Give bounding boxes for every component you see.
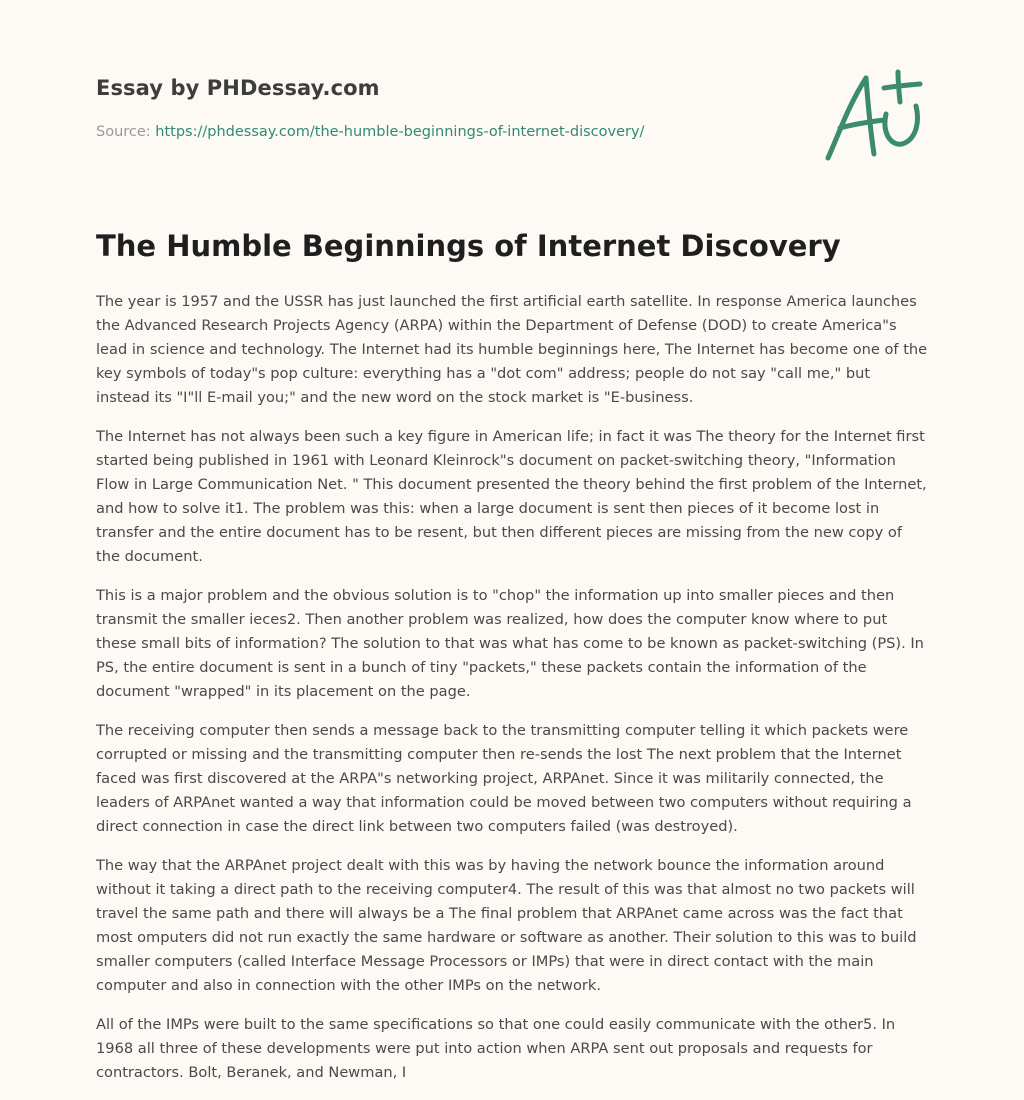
source-link[interactable]: https://phdessay.com/the-humble-beginnings-of-internet-discovery/ [155, 124, 645, 140]
essay-body [96, 290, 928, 1085]
essay-title: The Humble Beginnings of Internet Discovery [96, 229, 841, 263]
header [96, 0, 928, 200]
essay-paragraph: This is a major problem and the obvious solution is to "chop" the information up into smaller pieces and then transmit the smaller ieces2. Then another problem was realized, how does the computer know where to put these small bits of information? The solution to that was what has come to be known as packet-switching (PS). In PS, the entire document is sent in a bunch of tiny "packets," these packets contain the information of the document "wrapped" in its placement on the page. [96, 587, 924, 701]
essay-paragraph: The way that the ARPAnet project dealt with this was by having the network bounce the information around without it taking a direct path to the receiving computer4. The result of this was that almost no two packets will travel the same path and there will always be a The final problem that ARPAnet came across was the fact that most omputers did not run exactly the same hardware or software as another. Their solution to this was to build smaller computers (called Interface Message Processors or IMPs) that were in direct contact with the main computer and also in connection with the other IMPs on the network. [96, 857, 917, 995]
essay-paragraph: The year is 1957 and the USSR has just launched the first artificial earth satellite. In response America launches the Advanced Research Projects Agency (ARPA) within the Department of Defense (DOD) to create America"s lead in science and technology. The Internet had its humble beginnings here, The Internet has become one of the key symbols of today"s pop culture: everything has a "dot com" address; people do not say "call me," but instead its "I"ll E-mail you;" and the new word on the stock market is "E-business. [96, 293, 928, 407]
source-line [96, 124, 644, 140]
a-plus-logo-icon [820, 66, 930, 166]
essay-paragraph: All of the IMPs were built to the same specifications so that one could easily communicate with the other5. In 1968 all three of these developments were put into action when ARPA sent out proposals and requests for contractors. Bolt, Beranek, and Newman, I [96, 1016, 896, 1082]
source-label: Source: [96, 124, 151, 140]
essay-paragraph: The receiving computer then sends a message back to the transmitting computer telling it which packets were corrupted or missing and the transmitting computer then re-sends the lost The next problem that the Internet faced was first discovered at the ARPA"s networking project, ARPAnet. Since it was militarily connected, the leaders of ARPAnet wanted a way that information could be moved between two computers without requiring a direct connection in case the direct link between two computers failed (was destroyed). [96, 722, 912, 836]
site-title: Essay by PHDessay.com [96, 76, 380, 100]
essay-paragraph: The Internet has not always been such a key figure in American life; in fact it was The theory for the Internet first started being published in 1961 with Leonard Kleinrock"s document on packet-switching theory, "Information Flow in Large Communication Net. " This document presented the theory behind the first problem of the Internet, and how to solve it1. The problem was this: when a large document is sent then pieces of it become lost in transfer and the entire document has to be resent, but then different pieces are missing from the new copy of the document. [96, 428, 927, 566]
